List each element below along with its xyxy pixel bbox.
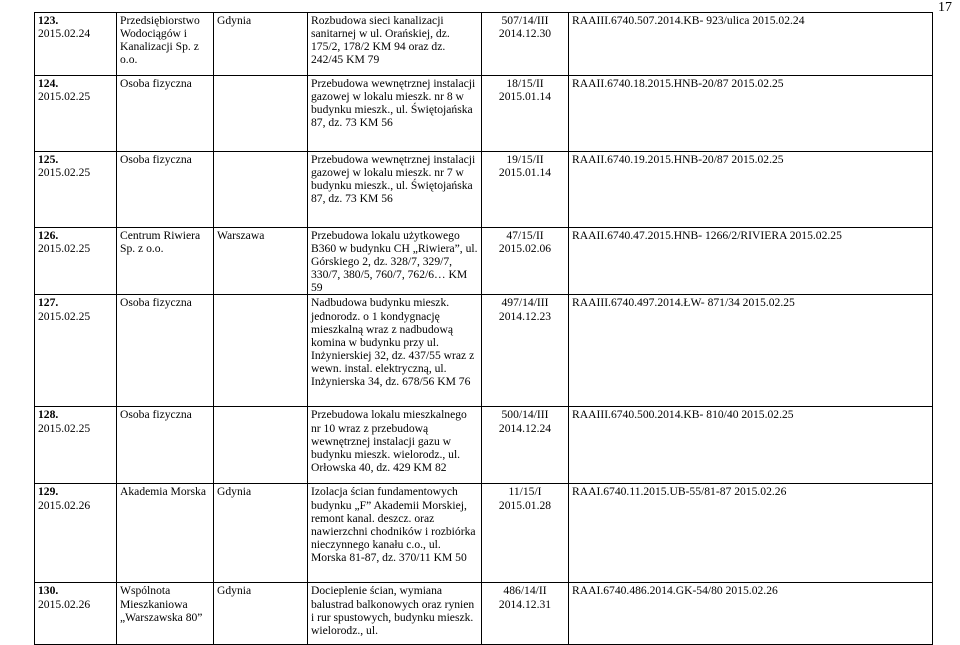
entry-date: 2015.02.25 (38, 242, 91, 256)
entry-number: 123. (38, 14, 59, 27)
entry-date: 2015.02.26 (38, 597, 91, 611)
application-number-cell: 500/14/III 2014.12.24 (482, 407, 569, 484)
decision-sign-cell: RAAII.6740.19.2015.HNB-20/87 2015.02.25 (569, 152, 933, 228)
entry-number: 125. (38, 153, 59, 166)
city-cell: Gdynia (214, 484, 308, 583)
entry-number: 124. (38, 77, 59, 90)
entry-number: 126. (38, 229, 59, 242)
city-cell (214, 76, 308, 152)
page-number: 17 (938, 0, 952, 15)
description-cell: Izolacja ścian fundamentowych budynku „F” Akademii Morskiej, remont kanal. deszcz. oraz nawierzchni chodników i rozbiórka nieczynnego kanału c.o., ul. Morska 81-87, dz. 370/11 KM 50 (308, 484, 482, 583)
entry-date: 2015.02.26 (38, 498, 91, 512)
decision-sign-cell: RAAIII.6740.497.2014.ŁW- 871/34 2015.02.25 (569, 295, 933, 407)
entry-number-date-cell (35, 295, 117, 407)
decision-sign-cell: RAAI.6740.11.2015.UB-55/81-87 2015.02.26 (569, 484, 933, 583)
decision-sign-cell: RAAII.6740.18.2015.HNB-20/87 2015.02.25 (569, 76, 933, 152)
entry-date: 2015.02.25 (38, 309, 91, 323)
city-cell (214, 407, 308, 484)
entry-number: 130. (38, 584, 59, 598)
applicant-cell: Osoba fizyczna (117, 295, 214, 407)
table-row (35, 295, 933, 407)
table-row (35, 407, 933, 484)
entry-date: 2015.02.25 (38, 166, 91, 180)
applicant-cell: Wspólnota Mieszkaniowa „Warszawska 80” (117, 583, 214, 645)
description-cell: Rozbudowa sieci kanalizacji sanitarnej w ul. Orańskiej, dz. 175/2, 178/2 KM 94 oraz dz. 242/45 KM 79 (308, 13, 482, 76)
entry-number: 128. (38, 408, 59, 422)
applicant-cell: Centrum Riwiera Sp. z o.o. (117, 228, 214, 295)
entry-number: 127. (38, 296, 59, 310)
city-cell: Warszawa (214, 228, 308, 295)
decision-sign-cell: RAAIII.6740.507.2014.KB- 923/ulica 2015.02.24 (569, 13, 933, 76)
decision-sign-cell: RAAII.6740.47.2015.HNB- 1266/2/RIVIERA 2015.02.25 (569, 228, 933, 295)
entry-number-date-cell (35, 407, 117, 484)
decision-sign-cell: RAAI.6740.486.2014.GK-54/80 2015.02.26 (569, 583, 933, 645)
application-number-cell: 11/15/I 2015.01.28 (482, 484, 569, 583)
application-number-cell: 47/15/II 2015.02.06 (482, 228, 569, 295)
application-number-cell: 507/14/III 2014.12.30 (482, 13, 569, 76)
city-cell: Gdynia (214, 13, 308, 76)
register-table (34, 12, 933, 645)
entry-number-date-cell (35, 152, 117, 228)
table-row (35, 228, 933, 295)
city-cell (214, 152, 308, 228)
description-cell: Przebudowa lokalu mieszkalnego nr 10 wraz z przebudową wewnętrznej instalacji gazu w budynku mieszk. wielorodz., ul. Orłowska 40, dz. 429 KM 82 (308, 407, 482, 484)
decision-sign-cell: RAAIII.6740.500.2014.KB- 810/40 2015.02.25 (569, 407, 933, 484)
entry-date: 2015.02.25 (38, 421, 91, 435)
city-cell (214, 295, 308, 407)
table-row (35, 583, 933, 645)
entry-number-date-cell (35, 484, 117, 583)
application-number-cell: 19/15/II 2015.01.14 (482, 152, 569, 228)
applicant-cell: Przedsiębiorstwo Wodociągów i Kanalizacji Sp. z o.o. (117, 13, 214, 76)
application-number-cell: 18/15/II 2015.01.14 (482, 76, 569, 152)
table-row (35, 76, 933, 152)
description-cell: Nadbudowa budynku mieszk. jednorodz. o 1 kondygnację mieszkalną wraz z nadbudową komina w budynku przy ul. Inżynierskiej 32, dz. 437/55 wraz z wewn. instal. elektryczną, ul. Inżynierska 34, dz. 678/56 KM 76 (308, 295, 482, 407)
entry-number-date-cell (35, 13, 117, 76)
description-cell: Przebudowa wewnętrznej instalacji gazowej w lokalu mieszk. nr 7 w budynku mieszk., ul. Świętojańska 87, dz. 73 KM 56 (308, 152, 482, 228)
entry-number-date-cell (35, 228, 117, 295)
description-cell: Przebudowa lokalu użytkowego B360 w budynku CH „Riwiera”, ul. Górskiego 2, dz. 328/7, 329/7, 330/7, 380/5, 760/7, 762/6… KM 59 (308, 228, 482, 295)
applicant-cell: Osoba fizyczna (117, 407, 214, 484)
description-cell: Przebudowa wewnętrznej instalacji gazowej w lokalu mieszk. nr 8 w budynku mieszk., ul. Świętojańska 87, dz. 73 KM 56 (308, 76, 482, 152)
entry-date: 2015.02.24 (38, 27, 91, 41)
applicant-cell: Osoba fizyczna (117, 152, 214, 228)
table-row (35, 484, 933, 583)
entry-number-date-cell (35, 583, 117, 645)
entry-date: 2015.02.25 (38, 90, 91, 104)
application-number-cell: 497/14/III 2014.12.23 (482, 295, 569, 407)
applicant-cell: Akademia Morska (117, 484, 214, 583)
entry-number-date-cell (35, 76, 117, 152)
description-cell: Docieplenie ścian, wymiana balustrad balkonowych oraz rynien i rur spustowych, budynku mieszk. wielorodz., ul. (308, 583, 482, 645)
application-number-cell: 486/14/II 2014.12.31 (482, 583, 569, 645)
entry-number: 129. (38, 485, 59, 499)
table-row (35, 13, 933, 76)
applicant-cell: Osoba fizyczna (117, 76, 214, 152)
table-row (35, 152, 933, 228)
city-cell: Gdynia (214, 583, 308, 645)
